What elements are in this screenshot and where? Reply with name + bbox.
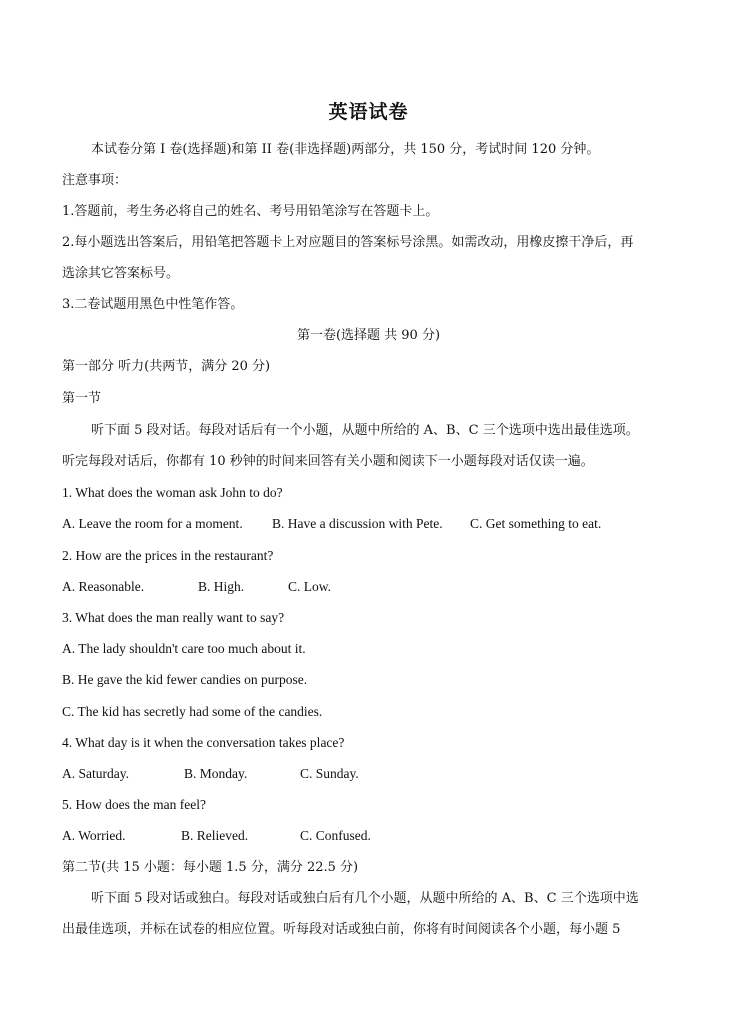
question-5-stem: 5. How does the man feel?: [62, 797, 206, 812]
question-3-option-a: A. The lady shouldn't care too much about it.: [62, 641, 306, 656]
section1-instruction: 听完每段对话后，你都有 10 秒钟的时间来回答有关小题和阅读下一小题每段对话仅读一遍。: [62, 454, 594, 469]
section2-instruction: 出最佳选项，并标在试卷的相应位置。听每段对话或独白前，你将有时间阅读各个小题，每小题 5: [62, 922, 621, 937]
option-c: C. Get something to eat.: [470, 516, 602, 531]
option-b: B. Relieved.: [181, 828, 249, 843]
notice-heading: 注意事项：: [62, 173, 128, 188]
part1-heading: 第一部分 听力(共两节，满分 20 分): [62, 359, 271, 374]
section1-heading: 第一节: [62, 391, 102, 406]
option-b: B. Monday.: [184, 766, 248, 781]
notice-item: 3.二卷试题用黑色中性笔作答。: [62, 297, 244, 312]
question-3-stem: 3. What does the man really want to say?: [62, 610, 285, 625]
question-3-option-b: B. He gave the kid fewer candies on purpose.: [62, 672, 308, 687]
question-4-stem: 4. What day is it when the conversation takes place?: [62, 735, 345, 750]
option-a: A. Worried.: [62, 828, 126, 843]
option-c: C. Sunday.: [300, 766, 359, 781]
page-title: 英语试卷: [328, 101, 409, 123]
option-a: A. Leave the room for a moment.: [62, 516, 243, 531]
section2-heading: 第二节(共 15 小题：每小题 1.5 分，满分 22.5 分): [62, 860, 359, 875]
option-a: A. Reasonable.: [62, 579, 145, 594]
notice-item: 选涂其它答案标号。: [62, 266, 180, 281]
question-1-stem: 1. What does the woman ask John to do?: [62, 485, 283, 500]
question-3-option-c: C. The kid has secretly had some of the candies.: [62, 704, 323, 719]
intro-text: 本试卷分第 I 卷(选择题)和第 II 卷(非选择题)两部分，共 150 分，考试时间 120 分钟。: [91, 142, 600, 157]
notice-item: 1.答题前，考生务必将自己的姓名、考号用铅笔涂写在答题卡上。: [62, 204, 439, 219]
option-c: C. Low.: [288, 579, 331, 594]
notice-item: 2.每小题选出答案后，用铅笔把答题卡上对应题目的答案标号涂黑。如需改动，用橡皮擦干净后，再: [62, 235, 634, 250]
question-2-stem: 2. How are the prices in the restaurant?: [62, 548, 274, 563]
section2-instruction: 听下面 5 段对话或独白。每段对话或独白后有几个小题，从题中所给的 A、B、C 三个选项中选: [91, 891, 639, 906]
option-b: B. Have a discussion with Pete.: [272, 516, 443, 531]
option-b: B. High.: [198, 579, 245, 594]
section1-instruction: 听下面 5 段对话。每段对话后有一个小题，从题中所给的 A、B、C 三个选项中选出最佳选项。: [91, 423, 639, 438]
option-a: A. Saturday.: [62, 766, 129, 781]
option-c: C. Confused.: [300, 828, 371, 843]
volume-heading: 第一卷(选择题 共 90 分): [296, 328, 441, 343]
